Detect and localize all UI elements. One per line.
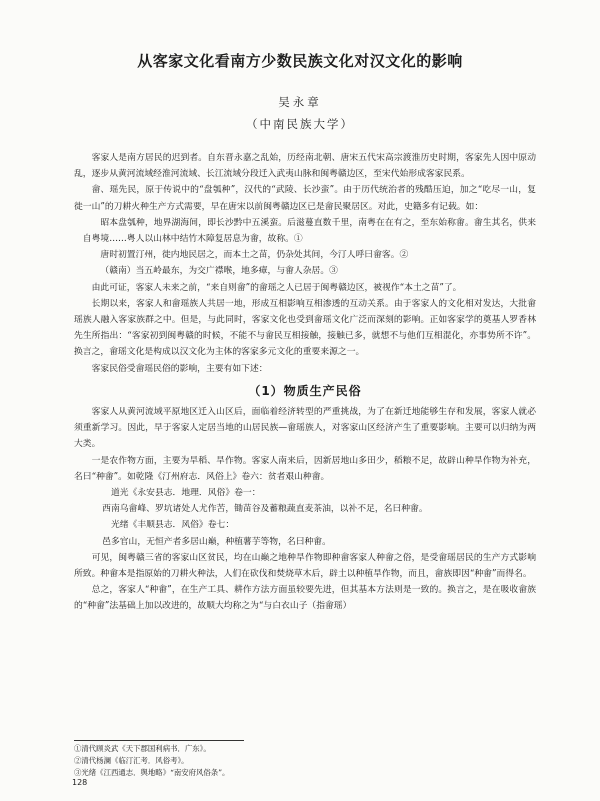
quotation: 唐时初置汀州，徙内地民居之，而本土之苗，仍杂处其间，今汀人呼曰畲客。②	[100, 250, 409, 261]
paragraph: 客家民俗受畲瑶民俗的影响，主要有如下述：	[91, 363, 268, 374]
article-body	[74, 150, 536, 615]
paragraph: 客家人从黄河流域平原地区迁入山区后，面临着经济转型的严重挑战，为了在新迁地能够生存和发展，客家人就必须重新学习。因此，早于客家人定居当地的山居民族—畲瑶族人，对客家山区经济产生了重要影响。主要可以归纳为两大类。	[74, 407, 536, 450]
paragraph: 可见，闽粤赣三省的客家山区贫民，均在山巅之地种旱作物即种畲客家人种畲之俗，是受畲瑶居民的生产方式影响所致。种畲本是指原始的刀耕火种法，人们在砍伐和焚烧草木后，辟土以种植旱作物，而且，畲族即因“种畬”而得名。	[74, 552, 536, 580]
citation-source: 道光《永安县志．地理．风俗》卷一：	[110, 488, 261, 499]
page-number: 128	[72, 778, 88, 787]
paragraph: 畲、瑶先民，原于传说中的“盘瓠种”，汉代的“武陵、长沙蛮”。由于历代统治者的残酷压迫，加之“吃尽一山，复徙一山”的刀耕火种生产方式需要，早在唐宋以前闽粤赣边区已是畲民聚居区。对此，史籍多有记载。如：	[74, 185, 536, 212]
footnote: ①清代顾炎武《天下郡国利病书．广东》。	[74, 744, 211, 753]
author-name: 吴永章	[278, 95, 322, 109]
paragraph: 总之，客家人“种畬”，在生产工具、耕作方法方面虽较要先进，但其基本方法则是一致的。换言之，是在吸收畲族的“种畲”法基础上加以改进的，故顺大均称之为“与白衣山子（指畲瑶）	[74, 585, 536, 612]
paragraph: 一是农作物方面，主要为旱稻、旱作物。客家人南来后，因新居地山多田少，稻粮不足，故辟山种旱作物为补充，名曰“种畬”。如乾隆《汀州府志．风俗上》卷六：贫者艰山种畬。	[74, 455, 536, 482]
quotation: 西南乌畲峰、罗坑诸处人尤作苦，锄苗谷及蓄粮蔬直麦茶油，以补不足，名曰种畬。	[102, 504, 428, 515]
citation-source: 光绪《丰顺县志．风俗》卷七：	[110, 520, 235, 531]
footnote-divider	[74, 740, 244, 741]
paragraph: 客家人是南方居民的迟到者。自东晋永嘉之乱始，历经南北朝、唐宋五代宋高宗渡淮历史时期，客家先人因中原动乱，逐步从黄河流域经淮河流域、长江流域分段迁入武夷山脉和闽粤赣边区，至宋代始形成客家民系。	[74, 153, 536, 180]
quotation: 昭本盘瓠种，地界湖海间，即长沙黔中五溪蛮。后滋蔓直数千里，南粤在在有之，至东始称畬。畬生其名，供来自粤境……粤人以山林中结竹木障复居息为畬，故称。①	[82, 217, 536, 245]
footnote: ②清代杨澜《临汀汇考．风俗考》。	[74, 756, 189, 765]
paragraph: 长期以来，客家人和畲瑶族人共居一地，形成互相影响互相渗透的互动关系。由于客家人的文化相对发达，大批畲瑶族人融入客家族群之中。但是，与此同时，客家文化也受到畲瑶文化广泛而深刻的影响。正如客家学的奠基人罗香林先生所指出：“客家初到闽粤赣的时候，不能不与畲民互相接触，接触已多，就想不与他们互相混化，亦事势所不许”。换言之，畲瑶文化是构成以汉文化为主体的客家多元文化的重要来源之一。	[74, 298, 536, 358]
footnote: ③光绪《江西通志．舆地略》“南安府风俗条”。	[74, 768, 230, 777]
article-title: 从客家文化看南方少数民族文化对汉文化的影响	[137, 52, 463, 70]
section-heading: （1）物质生产民俗	[248, 383, 362, 398]
quotation: （赣南）当五岭最东，为交广襟喉，地多瘴，与畬人杂居。③	[100, 266, 338, 277]
footnotes	[74, 743, 544, 779]
quotation: 邑多官山，无恒产者多居山巅，种植薯芋等物，名曰种畬。	[102, 536, 331, 547]
paragraph: 由此可证，客家人未来之前，“来自则畲”的畲瑶之人已居于闽粤赣边区，被视作“本土之苗”了。	[91, 282, 462, 293]
author-affiliation: （中南民族大学）	[246, 117, 354, 131]
